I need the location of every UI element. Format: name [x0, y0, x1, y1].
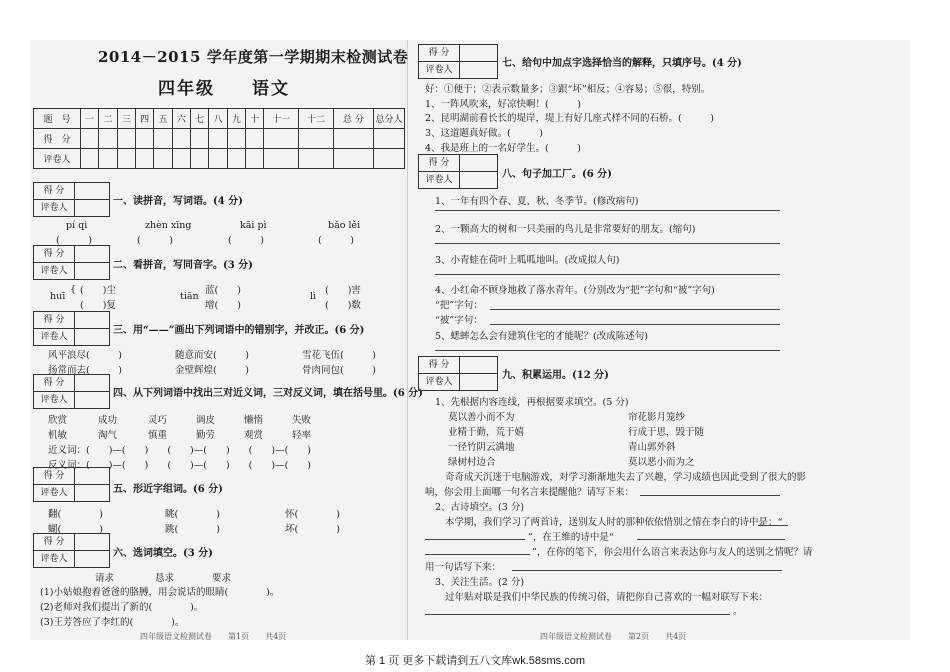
sentence-task: 3、小青蛙在荷叶上呱呱地叫。(改成拟人句) [435, 255, 620, 266]
match-left-item[interactable]: 绿树村边合 [448, 457, 496, 468]
score-table [33, 108, 405, 169]
answer-line[interactable] [425, 539, 525, 540]
table-header: 八 [209, 109, 227, 129]
pinyin: zhèn xīng [145, 220, 192, 231]
score-cell[interactable] [264, 129, 299, 149]
paragraph: 本学期，我们学习了两首诗，送别友人时的那种依依惜别之情在李白的诗中是：“ [445, 517, 783, 528]
score-box [33, 311, 110, 346]
grader-cell[interactable] [99, 149, 117, 169]
box-grader-label: 评卷人 [34, 263, 75, 279]
idiom-item[interactable]: 金壁辉煌( ) [175, 365, 249, 376]
score-cell[interactable] [333, 129, 373, 149]
grader-field[interactable] [460, 62, 497, 78]
grader-cell[interactable] [135, 149, 153, 169]
pinyin: pí qì [66, 220, 88, 231]
subject-label: 语文 [252, 79, 290, 99]
answer-blank[interactable]: ( ) [318, 235, 354, 246]
score-row [34, 129, 405, 149]
score-cell[interactable] [209, 129, 227, 149]
answer-blank[interactable]: ( ) [228, 235, 264, 246]
score-field[interactable] [460, 155, 497, 171]
word: 勤劳 [196, 430, 216, 441]
subquestion-heading: 3、关注生活。(2 分) [435, 577, 525, 588]
grader-cell[interactable] [172, 149, 190, 169]
question-item[interactable]: 3、这道题真好做。( ) [425, 128, 543, 139]
box-grader-label: 评卷人 [34, 551, 75, 567]
match-right-item[interactable]: 帘花影月笼纱 [628, 412, 686, 423]
word: 调皮 [196, 415, 216, 426]
page-number-right: 四年级语文检测试卷 第2页 共4页 [540, 632, 687, 641]
section-6-heading: 六、选词填空。(3 分) [113, 548, 213, 559]
score-field[interactable] [460, 45, 497, 61]
grader-field[interactable] [75, 392, 109, 408]
sentence-task: 2、一颗高大的树和一只美丽的鸟儿是非常要好的朋友。(缩句) [435, 224, 696, 235]
score-field[interactable] [460, 357, 497, 373]
paragraph: 用一句话写下来： [425, 562, 502, 573]
answer-line[interactable] [637, 539, 785, 540]
synonym-answers[interactable]: 近义词：( )—( ) ( )—( ) ( )—( ) [48, 445, 311, 456]
score-cell[interactable] [81, 129, 99, 149]
box-score-label: 得 分 [419, 357, 460, 373]
exam-title: 2014－2015 学年度第一学期期末检测试卷 [98, 48, 409, 66]
footer-text: 第 1 页 更多下载请到五八文库wk.58sms.com [364, 655, 586, 667]
fill-item[interactable]: (2)老师对我们提出了新的( )。 [40, 602, 204, 613]
definition-options: 好：①便于；②表示数量多；③跟“坏”相反；④容易；⑤很，特别。 [425, 84, 711, 95]
score-cell[interactable] [154, 129, 172, 149]
paragraph: 过年贴对联是我们中华民族的传统习俗，请把你自己喜欢的一幅对联写下来： [445, 592, 769, 603]
table-header: 一 [81, 109, 99, 129]
sentence-task: 1、一年有四个春、夏、秋、冬季节。(修改病句) [435, 196, 639, 207]
section-7-heading: 七、给句中加点字选择恰当的解释，只填序号。(4 分) [502, 58, 742, 69]
word: 机敏 [48, 430, 68, 441]
grader-row [34, 149, 405, 169]
score-cell[interactable] [227, 129, 245, 149]
grader-cell[interactable] [227, 149, 245, 169]
word: 成功 [98, 415, 118, 426]
antonym-answers[interactable]: 反义词：( )—( ) ( )—( ) ( )—( ) [48, 460, 311, 471]
table-header: 二 [99, 109, 117, 129]
row-label: 得 分 [34, 129, 81, 149]
score-box [418, 154, 498, 189]
char-item[interactable]: 翻( ) [48, 509, 103, 520]
score-field[interactable] [75, 312, 109, 328]
score-cell[interactable] [374, 129, 405, 149]
ba-label: “把”字句： [435, 300, 483, 311]
score-field[interactable] [75, 534, 109, 550]
answer-line[interactable] [490, 309, 780, 310]
word: 恳求 [155, 573, 175, 584]
word: 请求 [95, 573, 115, 584]
pinyin: huī [50, 291, 66, 302]
grader-field[interactable] [460, 374, 497, 390]
section-4-heading: 四、从下列词语中找出三对近义词，三对反义词，填在括号里。(6 分) [113, 388, 423, 399]
paragraph: 奇奇成天沉迷于电脑游戏，对学习渐渐地失去了兴趣，学习成绩也因此受到了很大的影 [445, 472, 807, 483]
score-table-header-row [34, 109, 405, 129]
grader-field[interactable] [75, 551, 109, 567]
box-grader-label: 评卷人 [34, 329, 75, 345]
match-left-item[interactable]: 一径竹阴云满地 [448, 442, 515, 453]
answer-blank[interactable]: ( ) [137, 235, 173, 246]
answer-line[interactable] [512, 570, 782, 571]
char-item[interactable]: 怀( ) [285, 509, 340, 520]
section-2-heading: 二、看拼音，写同音字。(3 分) [113, 260, 253, 271]
score-box [33, 533, 110, 568]
table-header: 三 [117, 109, 135, 129]
box-score-label: 得 分 [34, 468, 75, 484]
score-field[interactable] [75, 246, 109, 262]
word: 懒惰 [244, 415, 264, 426]
row-label: 评卷人 [34, 149, 81, 169]
score-box [33, 374, 110, 409]
grader-cell[interactable] [264, 149, 299, 169]
fill-item[interactable]: (3)王芳答应了李红的( )。 [40, 617, 185, 628]
word: 灵巧 [148, 415, 168, 426]
answer-line[interactable] [640, 495, 780, 496]
box-score-label: 得 分 [34, 375, 75, 391]
grader-cell[interactable] [190, 149, 208, 169]
answer-blank[interactable]: ( ) [56, 235, 92, 246]
word: 轻率 [292, 430, 312, 441]
table-header: 十 [245, 109, 263, 129]
grader-cell[interactable] [374, 149, 405, 169]
grader-cell[interactable] [154, 149, 172, 169]
section-1-heading: 一、读拼音，写词语。(4 分) [113, 196, 243, 207]
table-header: 四 [135, 109, 153, 129]
paragraph: ”，在你的笔下，你会用什么语言来表达你与友人的送别之情呢？请 [532, 547, 813, 558]
page-divider [407, 40, 408, 640]
score-box [33, 245, 110, 280]
paragraph: ”，在王维的诗中是“ [528, 532, 614, 543]
match-left-item[interactable]: 业精于勤，荒于嬉 [448, 427, 525, 438]
word: 失败 [292, 415, 312, 426]
pinyin: kāi pì [240, 220, 267, 231]
grader-field[interactable] [75, 485, 109, 501]
paragraph: 响，你会用上面哪一句名言来提醒他？请写下来： [425, 487, 635, 498]
table-header: 题 号 [34, 109, 81, 129]
table-header: 九 [227, 109, 245, 129]
box-score-label: 得 分 [419, 45, 460, 61]
box-grader-label: 评卷人 [419, 172, 460, 188]
sentence-task: 5、蟋蟀怎么会有建筑住宅的才能呢？(改成陈述句) [435, 331, 648, 342]
char-item[interactable]: 眺( ) [165, 509, 220, 520]
match-left-item[interactable]: 莫以善小而不为 [448, 412, 515, 423]
subquestion-heading: 1、先根据内容连线，再根据要求填空。(5 分) [435, 397, 629, 408]
box-grader-label: 评卷人 [419, 374, 460, 390]
subquestion-heading: 2、古诗填空。(3 分) [435, 502, 525, 513]
answer-line[interactable] [490, 324, 780, 325]
word: 慎重 [148, 430, 168, 441]
table-header: 总分人 [374, 109, 405, 129]
idiom-item[interactable]: 风平浪尽( ) [48, 350, 122, 361]
score-box [33, 182, 110, 217]
pinyin: bǎo lěi [328, 220, 361, 231]
homophone-item[interactable]: ( )复 [80, 300, 116, 311]
section-9-heading: 九、积累运用。(12 分) [502, 370, 609, 381]
box-score-label: 得 分 [34, 183, 75, 199]
grader-cell[interactable] [299, 149, 334, 169]
question-item[interactable]: 2、昆明湖前看长长的堤岸，堤上有好几座式样不同的石桥。( ) [425, 113, 714, 124]
box-grader-label: 评卷人 [34, 392, 75, 408]
score-field[interactable] [75, 468, 109, 484]
score-field[interactable] [75, 375, 109, 391]
grader-field[interactable] [75, 200, 109, 216]
homophone-item[interactable]: 增( ) [205, 300, 241, 311]
box-grader-label: 评卷人 [34, 200, 75, 216]
homophone-item[interactable]: ( )害 [325, 285, 361, 296]
char-item[interactable]: 蝴( ) [48, 524, 103, 535]
idiom-item[interactable]: 骨肉同包( ) [302, 365, 376, 376]
score-box [418, 44, 498, 79]
table-header: 六 [172, 109, 190, 129]
grader-cell[interactable] [209, 149, 227, 169]
question-item[interactable]: 1、一阵风吹来，好凉快啊！( ) [425, 99, 581, 110]
sentence-task: 4、小红命不顾身地救了落水青年。(分别改为“把”字句和“被”字句) [435, 285, 715, 296]
section-5-heading: 五、形近字组词。(6 分) [113, 484, 223, 495]
homophone-item[interactable]: ( )尘 [80, 285, 116, 296]
grader-field[interactable] [75, 263, 109, 279]
score-cell[interactable] [99, 129, 117, 149]
answer-line[interactable] [425, 614, 730, 615]
table-header: 七 [190, 109, 208, 129]
idiom-item[interactable]: 随意而安( ) [175, 350, 249, 361]
table-header: 五 [154, 109, 172, 129]
homophone-item[interactable]: 蓝( ) [205, 285, 241, 296]
score-cell[interactable] [245, 129, 263, 149]
score-cell[interactable] [172, 129, 190, 149]
grader-cell[interactable] [81, 149, 99, 169]
word: 欣赏 [48, 415, 68, 426]
grader-field[interactable] [75, 329, 109, 345]
word: 观赏 [244, 430, 264, 441]
score-box [418, 356, 498, 391]
grader-cell[interactable] [117, 149, 135, 169]
box-score-label: 得 分 [34, 312, 75, 328]
answer-line[interactable] [435, 243, 780, 244]
fill-item[interactable]: (1)小姑娘抱着爸爸的胳膊，用会说话的眼睛( )。 [40, 587, 280, 598]
section-3-heading: 三、用“——”画出下列词语中的错别字，并改正。(6 分) [113, 325, 365, 336]
grader-field[interactable] [460, 172, 497, 188]
answer-line[interactable] [435, 274, 780, 275]
homophone-item[interactable]: ( )数 [325, 300, 361, 311]
grade-label: 四年级 [158, 79, 215, 99]
box-grader-label: 评卷人 [419, 62, 460, 78]
char-item[interactable]: 跳( ) [165, 524, 220, 535]
answer-line[interactable] [435, 350, 780, 351]
answer-line[interactable] [435, 210, 780, 211]
answer-line[interactable] [758, 525, 788, 526]
pinyin: tiān [180, 291, 199, 302]
score-cell[interactable] [117, 129, 135, 149]
answer-line[interactable] [425, 554, 530, 555]
box-score-label: 得 分 [34, 534, 75, 550]
period: 。 [733, 606, 743, 617]
page-number-left: 四年级语文检测试卷 第1页 共4页 [140, 632, 287, 641]
word: 要求 [212, 573, 232, 584]
table-header: 十二 [299, 109, 334, 129]
score-cell[interactable] [190, 129, 208, 149]
brace-icon: { [70, 284, 77, 295]
box-score-label: 得 分 [34, 246, 75, 262]
char-item[interactable]: 坏( ) [285, 524, 340, 535]
idiom-item[interactable]: 雪花飞伍( ) [302, 350, 376, 361]
grader-cell[interactable] [333, 149, 373, 169]
score-cell[interactable] [299, 129, 334, 149]
question-item[interactable]: 4、我是班上的一名好学生。( ) [425, 143, 581, 154]
section-8-heading: 八、句子加工厂。(6 分) [502, 169, 612, 180]
score-cell[interactable] [135, 129, 153, 149]
box-grader-label: 评卷人 [34, 485, 75, 501]
bei-label: “被”字句： [435, 315, 483, 326]
score-field[interactable] [75, 183, 109, 199]
match-right-item[interactable]: 青山郭外斜 [628, 442, 676, 453]
idiom-item[interactable]: 扬常而去( ) [48, 365, 122, 376]
score-box [33, 467, 110, 502]
table-header: 总 分 [333, 109, 373, 129]
table-header: 十一 [264, 109, 299, 129]
match-right-item[interactable]: 莫以恶小而为之 [628, 457, 695, 468]
pinyin: lì [310, 291, 317, 302]
grader-cell[interactable] [245, 149, 263, 169]
match-right-item[interactable]: 行成于思，毁于随 [628, 427, 705, 438]
box-score-label: 得 分 [419, 155, 460, 171]
word: 淘气 [98, 430, 118, 441]
